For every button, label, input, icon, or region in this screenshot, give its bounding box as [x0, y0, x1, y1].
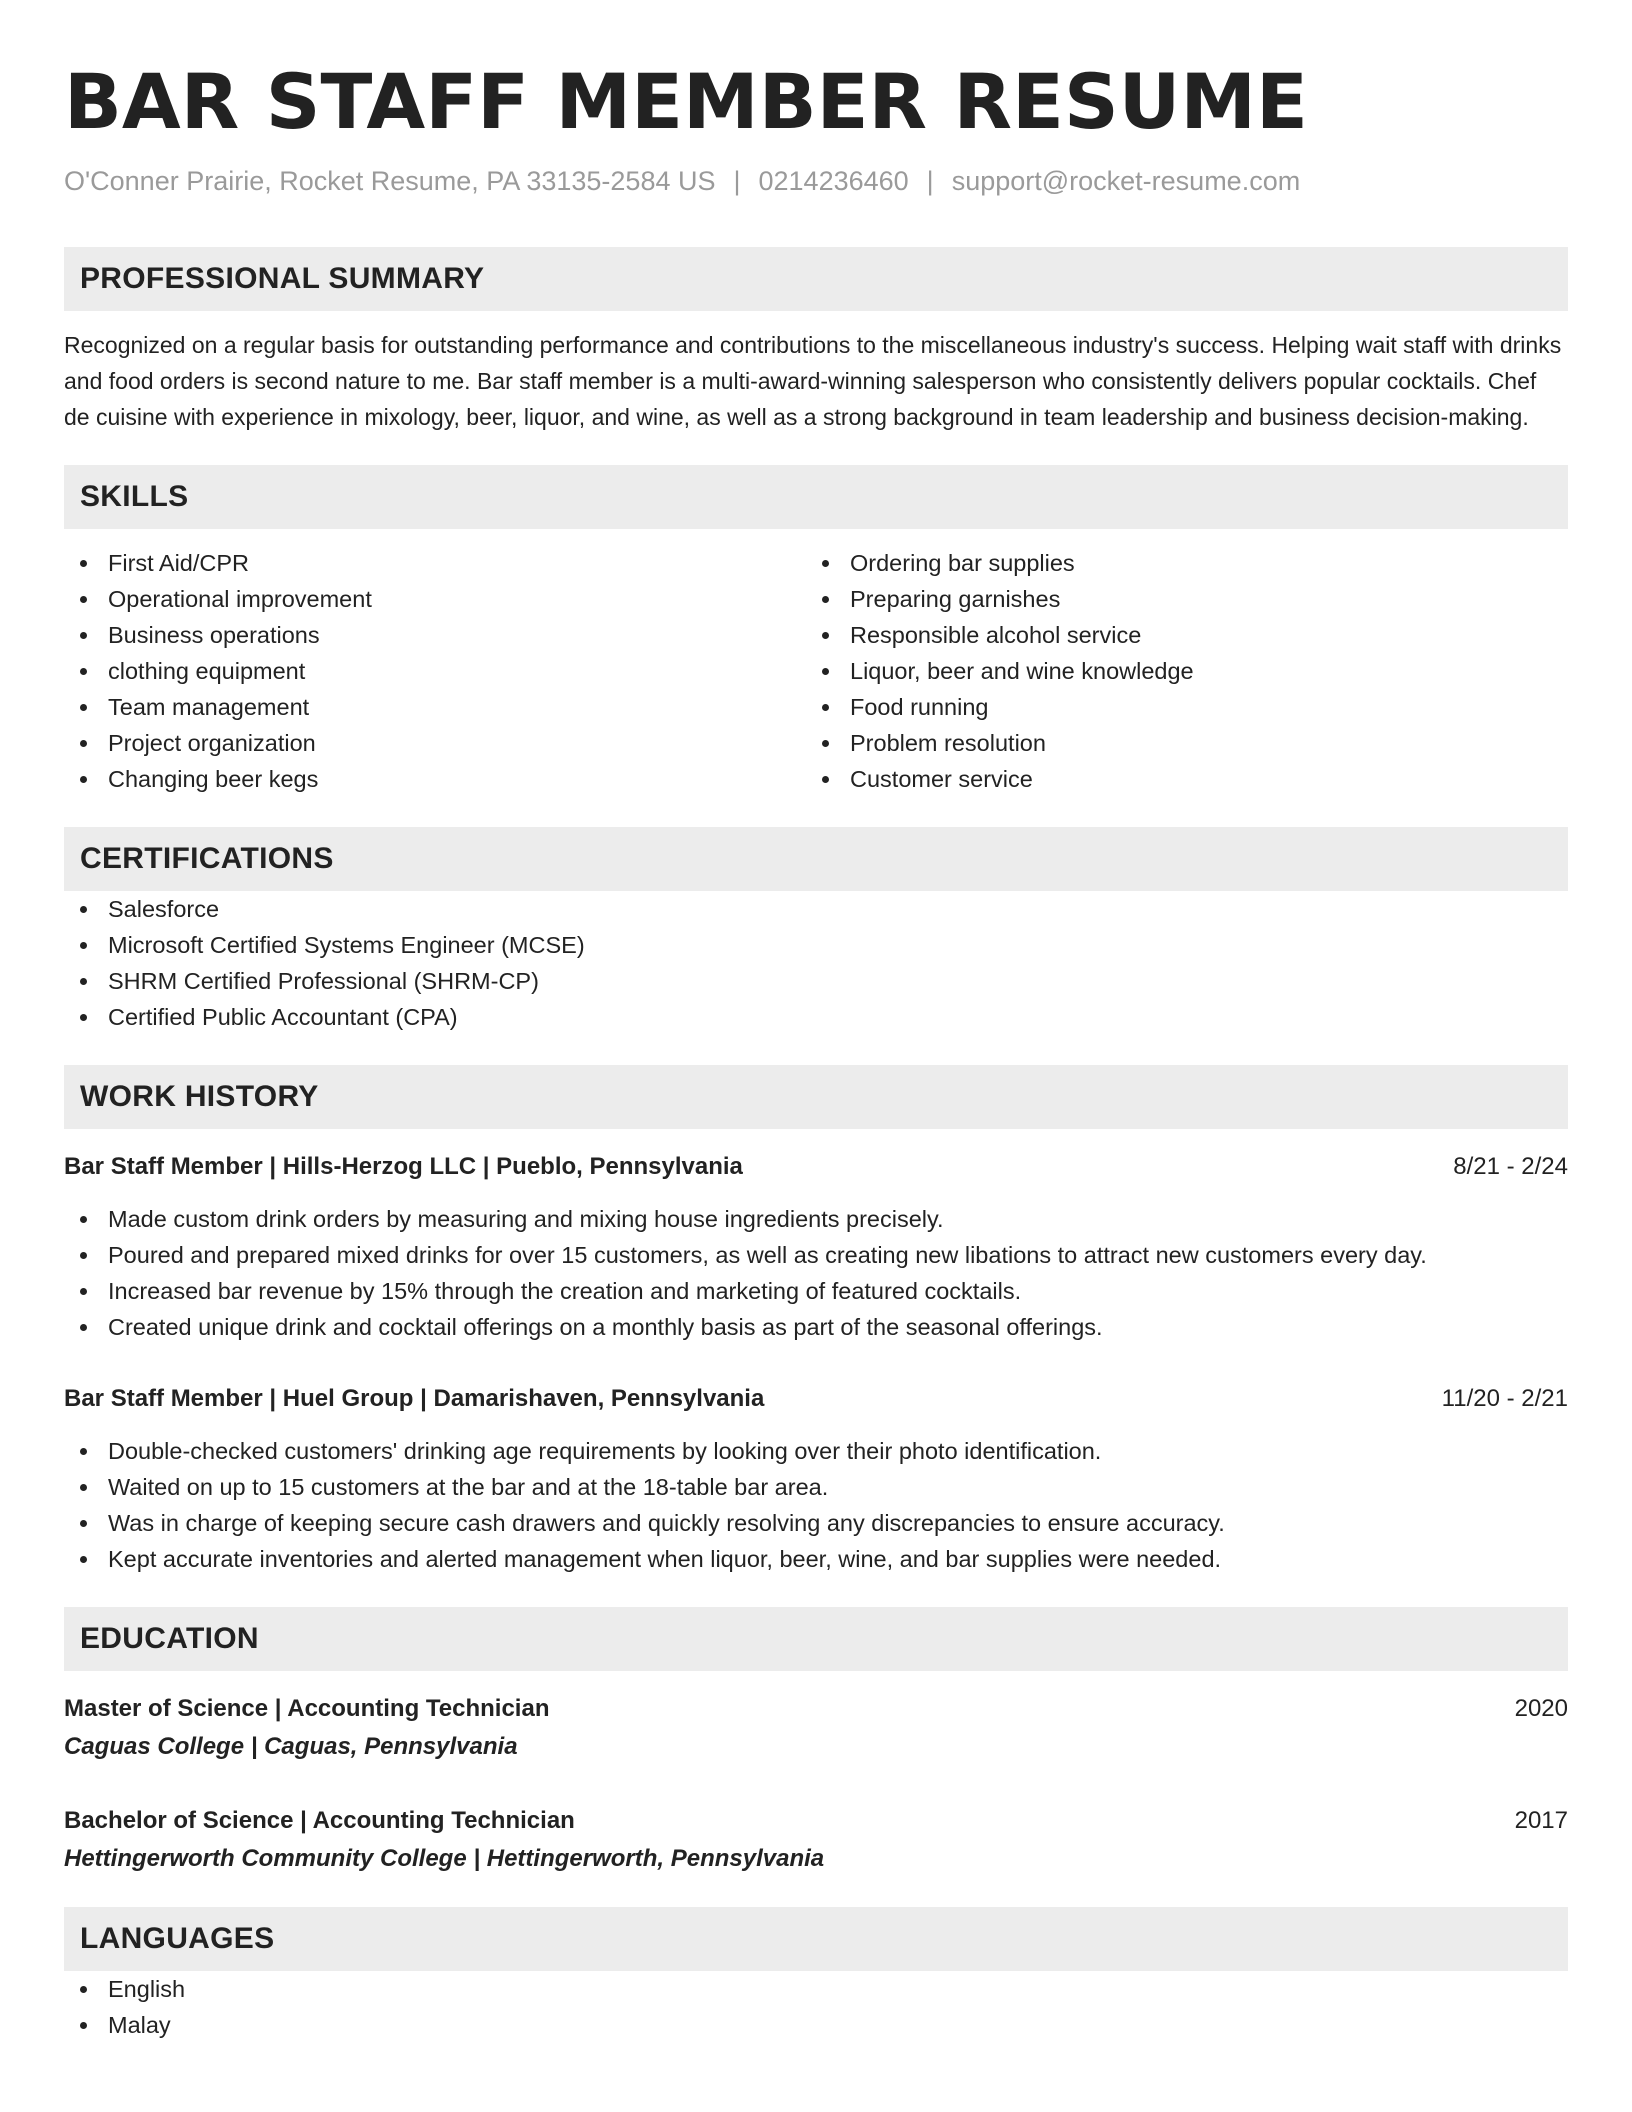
education-school: Caguas College | Caguas, Pennsylvania	[64, 1733, 518, 1760]
job-bullet: Was in charge of keeping secure cash drawers and quickly resolving any discrepancies to ensure accuracy.	[64, 1505, 1568, 1541]
job-entry	[64, 1149, 1568, 1345]
skill-item: Responsible alcohol service	[806, 617, 1548, 653]
certification-item: SHRM Certified Professional (SHRM-CP)	[64, 963, 1568, 999]
job-bullet: Double-checked customers' drinking age requirements by looking over their photo identification.	[64, 1433, 1568, 1469]
job-bullets	[64, 1201, 1568, 1345]
certifications-list	[64, 891, 1568, 1035]
job-bullet: Made custom drink orders by measuring and mixing house ingredients precisely.	[64, 1201, 1568, 1237]
section-header-summary: PROFESSIONAL SUMMARY	[64, 247, 1568, 311]
job-dates: 11/20 - 2/21	[1441, 1385, 1568, 1412]
education-year: 2020	[1514, 1695, 1568, 1722]
skill-item: First Aid/CPR	[64, 545, 806, 581]
contact-phone: 0214236460	[758, 166, 909, 196]
contact-separator: |	[926, 166, 934, 196]
job-bullet: Kept accurate inventories and alerted management when liquor, beer, wine, and bar supplies were needed.	[64, 1541, 1568, 1577]
language-item: English	[64, 1971, 1568, 2007]
job-bullet: Created unique drink and cocktail offerings on a monthly basis as part of the seasonal offerings.	[64, 1309, 1568, 1345]
skills-column-left	[64, 545, 806, 797]
contact-email: support@rocket-resume.com	[951, 166, 1301, 196]
skill-item: clothing equipment	[64, 653, 806, 689]
summary-text: Recognized on a regular basis for outstanding performance and contributions to the miscellaneous industry's success. Helping wait staff with drinks and food orders is second nature to me. Bar staff member is a multi-award-winning salesperson who consistently delivers popular cocktails. Chef de cuisine with experience in mixology, beer, liquor, and wine, as well as a strong background in team leadership and business decision-making.	[64, 332, 1562, 430]
job-bullet: Increased bar revenue by 15% through the creation and marketing of featured cocktails.	[64, 1273, 1568, 1309]
job-entry	[64, 1381, 1568, 1577]
certification-item: Certified Public Accountant (CPA)	[64, 999, 1568, 1035]
skill-item: Preparing garnishes	[806, 581, 1548, 617]
skills-grid	[64, 545, 1568, 797]
skill-item: Team management	[64, 689, 806, 725]
job-bullets	[64, 1433, 1568, 1577]
job-bullet: Poured and prepared mixed drinks for over 15 customers, as well as creating new libations to attract new customers every day.	[64, 1237, 1568, 1273]
skill-item: Operational improvement	[64, 581, 806, 617]
section-header-certifications: CERTIFICATIONS	[64, 827, 1568, 891]
job-header	[64, 1381, 1568, 1417]
job-bullet: Waited on up to 15 customers at the bar and at the 18-table bar area.	[64, 1469, 1568, 1505]
languages-list	[64, 1971, 1568, 2043]
resume-title: BAR STAFF MEMBER RESUME	[64, 57, 1308, 146]
skill-item: Business operations	[64, 617, 806, 653]
skill-item: Food running	[806, 689, 1548, 725]
skill-item: Liquor, beer and wine knowledge	[806, 653, 1548, 689]
education-header	[64, 1803, 1568, 1839]
skills-column-right	[806, 545, 1548, 797]
section-header-languages: LANGUAGES	[64, 1907, 1568, 1971]
certification-item: Salesforce	[64, 891, 1568, 927]
education-entry	[64, 1691, 1568, 1765]
job-title: Bar Staff Member | Hills-Herzog LLC | Pueblo, Pennsylvania	[64, 1153, 743, 1180]
education-year: 2017	[1514, 1807, 1568, 1834]
language-item: Malay	[64, 2007, 1568, 2043]
job-title: Bar Staff Member | Huel Group | Damarishaven, Pennsylvania	[64, 1385, 765, 1412]
education-header	[64, 1691, 1568, 1727]
skill-item: Ordering bar supplies	[806, 545, 1548, 581]
skill-item: Changing beer kegs	[64, 761, 806, 797]
education-degree: Bachelor of Science | Accounting Technician	[64, 1807, 575, 1834]
education-entry	[64, 1803, 1568, 1877]
contact-address: O'Conner Prairie, Rocket Resume, PA 33135-2584 US	[64, 166, 716, 196]
contact-separator: |	[733, 166, 741, 196]
skill-item: Customer service	[806, 761, 1548, 797]
section-header-skills: SKILLS	[64, 465, 1568, 529]
skill-item: Problem resolution	[806, 725, 1548, 761]
section-header-education: EDUCATION	[64, 1607, 1568, 1671]
certification-item: Microsoft Certified Systems Engineer (MCSE)	[64, 927, 1568, 963]
job-header	[64, 1149, 1568, 1185]
education-school: Hettingerworth Community College | Hettingerworth, Pennsylvania	[64, 1845, 825, 1872]
skill-item: Project organization	[64, 725, 806, 761]
section-header-work-history: WORK HISTORY	[64, 1065, 1568, 1129]
job-dates: 8/21 - 2/24	[1453, 1153, 1568, 1180]
education-degree: Master of Science | Accounting Technician	[64, 1695, 550, 1722]
contact-line	[64, 166, 1568, 197]
